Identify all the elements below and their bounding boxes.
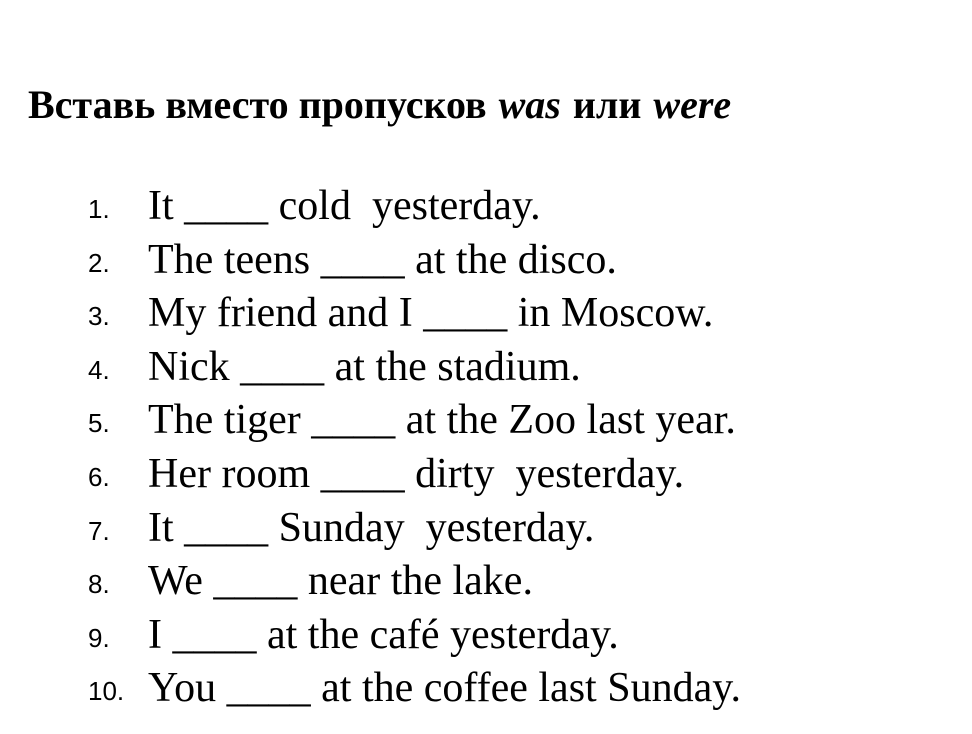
item-number: 2. <box>88 247 110 278</box>
item-sentence: The tiger ____ at the Zoo last year. <box>148 397 736 444</box>
item-sentence: I ____ at the café yesterday. <box>148 611 619 658</box>
title-instruction: Вставь вместо пропусков <box>28 82 487 127</box>
item-sentence: You ____ at the coffee last Sunday. <box>148 665 741 712</box>
item-sentence: Her room ____ dirty yesterday. <box>148 450 685 497</box>
item-sentence: Nick ____ at the stadium. <box>148 343 581 390</box>
item-number: 7. <box>88 515 110 546</box>
item-number: 10. <box>88 676 125 707</box>
item-sentence: It ____ cold yesterday. <box>148 183 541 229</box>
item-number: 3. <box>88 301 110 332</box>
item-number: 9. <box>88 622 110 653</box>
title-word-were: were <box>653 82 732 127</box>
item-sentence: My friend and I ____ in Moscow. <box>148 290 714 337</box>
worksheet-title <box>28 80 731 130</box>
item-number: 6. <box>88 461 110 492</box>
item-number: 8. <box>88 569 110 600</box>
item-number: 1. <box>88 194 110 224</box>
title-word-was: was <box>498 82 561 127</box>
item-number: 4. <box>88 354 110 385</box>
item-number: 5. <box>88 408 110 439</box>
title-word-or: или <box>572 82 642 127</box>
item-sentence: It ____ Sunday yesterday. <box>148 504 595 551</box>
item-sentence: We ____ near the lake. <box>148 558 533 605</box>
item-sentence: The teens ____ at the disco. <box>148 236 617 283</box>
